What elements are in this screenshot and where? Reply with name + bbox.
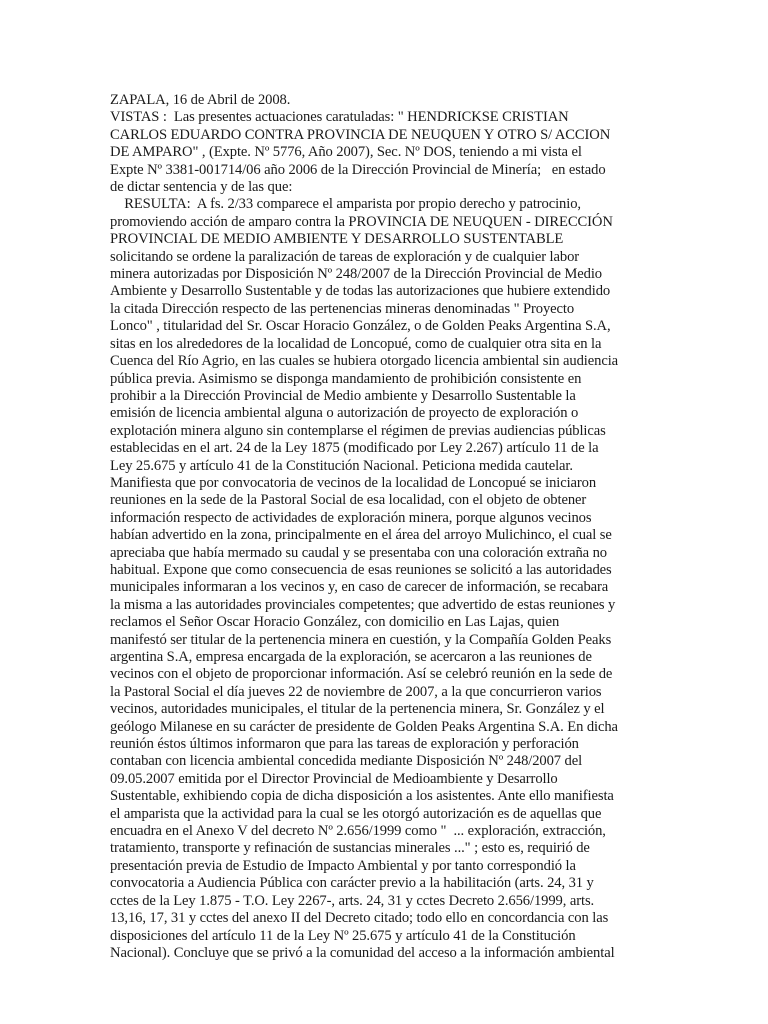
text-line: reunión éstos últimos informaron que para las tareas de exploración y perforación [110, 736, 579, 753]
text-line: habían advertido en la zona, principalmente en el área del arroyo Mulichinco, el cual se [110, 527, 612, 544]
text-line: minera autorizadas por Disposición Nº 248/2007 de la Dirección Provincial de Medio [110, 266, 602, 283]
text-line: Ambiente y Desarrollo Sustentable y de todas las autorizaciones que hubiere extendido [110, 283, 611, 300]
text-line: la citada Dirección respecto de las pertenencias mineras denominadas " Proyecto [110, 300, 575, 317]
text-line: Manifiesta que por convocatoria de vecinos de la localidad de Loncopué se iniciaron [110, 474, 597, 491]
text-line: PROVINCIAL DE MEDIO AMBIENTE Y DESARROLLO SUSTENTABLE [110, 231, 564, 248]
document-date-line: ZAPALA, 16 de Abril de 2008. [110, 92, 291, 108]
text-line: 09.05.2007 emitida por el Director Provincial de Medioambiente y Desarrollo [110, 770, 558, 787]
text-line: de dictar sentencia y de las que: [110, 179, 293, 196]
text-line: 13,16, 17, 31 y cctes del anexo II del Decreto citado; todo ello en concordancia con las [110, 910, 609, 927]
text-line: información respecto de actividades de exploración minera, porque algunos vecinos [110, 509, 592, 526]
text-line: municipales informaran a los vecinos y, en caso de carecer de información, se recabara [110, 579, 609, 596]
text-line: vecinos con el objeto de proporcionar información. Así se celebró reunión en la sede de [110, 666, 613, 683]
text-line: encuadra en el Anexo V del decreto Nº 2.656/1999 como " ... exploración, extracción, [110, 823, 606, 840]
text-line: explotación minera alguno sin contemplarse el régimen de previas audiencias públicas [110, 422, 606, 439]
text-line: Expte Nº 3381-001714/06 año 2006 de la Dirección Provincial de Minería; en estado [110, 161, 606, 178]
text-line: establecidas en el art. 24 de la Ley 1875 (modificado por Ley 2.267) artículo 11 de la [110, 440, 599, 457]
text-line: argentina S.A, empresa encargada de la exploración, se acercaron a las reuniones de [110, 649, 592, 665]
text-line: el amparista que la actividad para la cual se les otorgó autorización es de aquellas que [110, 805, 602, 822]
text-line: reclamos el Señor Oscar Horacio González, con domicilio en Las Lajas, quien [110, 614, 560, 631]
text-line: geólogo Milanese en su carácter de presidente de Golden Peaks Argentina S.A. En dicha [110, 718, 618, 735]
text-line: Lonco" , titularidad del Sr. Oscar Horacio González, o de Golden Peaks Argentina S.A, [110, 318, 611, 335]
text-line: Nacional). Concluye que se privó a la comunidad del acceso a la información ambiental [110, 944, 615, 961]
text-line: RESULTA: A fs. 2/33 comparece el amparista por propio derecho y patrocinio, [110, 196, 581, 213]
text-line: prohibir a la Dirección Provincial de Medio ambiente y Desarrollo Sustentable la [110, 387, 576, 404]
text-line: DE AMPARO" , (Expte. Nº 5776, Año 2007), Sec. Nº DOS, teniendo a mi vista el [110, 144, 582, 161]
text-line: solicitando se ordene la paralización de tareas de exploración y de cualquier labor [110, 248, 580, 265]
text-line: convocatoria a Audiencia Pública con carácter previo a la habilitación (arts. 24, 31 y [110, 875, 594, 892]
text-line: tratamiento, transporte y refinación de sustancias minerales ..." ; esto es, requirió de [110, 840, 590, 857]
text-line: Cuenca del Río Agrio, en las cuales se hubiera otorgado licencia ambiental sin audiencia [110, 353, 619, 370]
text-line: emisión de licencia ambiental alguna o autorización de proyecto de exploración o [110, 405, 579, 422]
text-line: sitas en los alrededores de la localidad de Loncopué, como de cualquier otra sita en la [110, 335, 602, 352]
text-line: pública previa. Asimismo se disponga mandamiento de prohibición consistente en [110, 370, 582, 387]
text-line: apreciaba que había mermado su caudal y se presentaba con una coloración extraña no [110, 544, 607, 561]
text-line: cctes de la Ley 1.875 - T.O. Ley 2267-, arts. 24, 31 y cctes Decreto 2.656/1999, arts. [110, 892, 595, 909]
text-line: presentación previa de Estudio de Impacto Ambiental y por tanto correspondió la [110, 857, 576, 874]
text-line: CARLOS EDUARDO CONTRA PROVINCIA DE NEUQUEN Y OTRO S/ ACCION [110, 126, 611, 143]
text-line: Sustentable, exhibiendo copia de dicha disposición a los asistentes. Ante ello manifiesta [110, 788, 614, 805]
text-line: vecinos, autoridades municipales, el titular de la pertenencia minera, Sr. González y el [110, 701, 605, 718]
text-line: la misma a las autoridades provinciales competentes; que advertido de estas reuniones y [110, 596, 616, 613]
text-line: manifestó ser titular de la pertenencia minera en cuestión, y la Compañía Golden Peaks [110, 631, 612, 648]
text-line: promoviendo acción de amparo contra la PROVINCIA DE NEUQUEN - DIRECCIÓN [110, 213, 613, 230]
text-line: reuniones en la sede de la Pastoral Social de esa localidad, con el objeto de obtener [110, 492, 587, 509]
text-line: habitual. Expone que como consecuencia de esas reuniones se solicitó a las autoridades [110, 561, 612, 578]
text-line: disposiciones del artículo 11 de la Ley Nº 25.675 y artículo 41 de la Constitución [110, 927, 576, 944]
text-line: contaban con licencia ambiental concedida mediante Disposición Nº 248/2007 del [110, 753, 583, 770]
text-line: la Pastoral Social el día jueves 22 de noviembre de 2007, a la que concurrieron varios [110, 683, 602, 700]
document-body [110, 92, 670, 962]
text-line: Ley 25.675 y artículo 41 de la Constitución Nacional. Peticiona medida cautelar. [110, 457, 573, 474]
text-line: VISTAS : Las presentes actuaciones caratuladas: " HENDRICKSE CRISTIAN [110, 109, 569, 126]
